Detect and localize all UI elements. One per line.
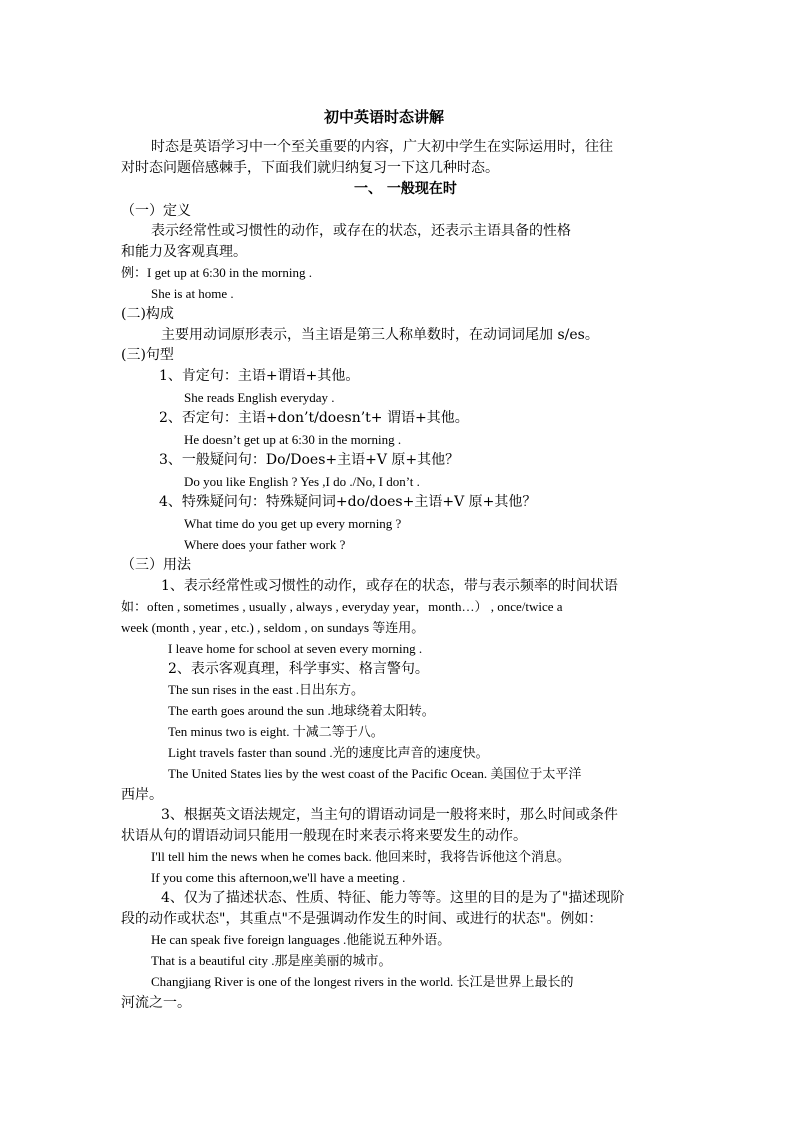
usage2-example-5b: 西岸。: [121, 787, 163, 803]
usage4-example-3b: 河流之一。: [121, 995, 191, 1011]
intro-line-2: 对时态问题倍感棘手，下面我们就归纳复习一下这几种时态。: [121, 160, 499, 176]
pattern-example-4: What time do you get up every morning ?: [184, 516, 402, 531]
usage2-example-4: Light travels faster than sound .光的速度比声音的速度快。: [168, 745, 489, 760]
intro-line-1: 时态是英语学习中一个至关重要的内容，广大初中学生在实际运用时，往往: [151, 139, 613, 155]
pattern-rule-2: 2、否定句：主语+don’t/doesn’t+ 谓语+其他。: [159, 410, 469, 426]
definition-label: （一）定义: [121, 203, 191, 219]
usage2-example-2: The earth goes around the sun .地球绕着太阳转。: [168, 703, 435, 718]
page-title: 初中英语时态讲解: [324, 108, 445, 126]
usage3-example-1: I'll tell him the news when he comes back. 他回来时，我将告诉他这个消息。: [151, 849, 571, 864]
usage4-example-1: He can speak five foreign languages .他能说五种外语。: [151, 932, 451, 947]
usage2-line-1: 2、表示客观真理，科学事实、格言警句。: [168, 661, 429, 677]
definition-example-1: 例：I get up at 6:30 in the morning .: [121, 265, 313, 280]
pattern-rule-3: 3、一般疑问句：Do/Does+主语+V 原+其他？: [159, 452, 460, 468]
pattern-example-4b: Where does your father work ?: [184, 537, 346, 552]
usage1-line-1: 1、表示经常性或习惯性的动作，或存在的状态，带与表示频率的时间状语: [161, 578, 618, 594]
usage1-line-2: 如：often , sometimes , usually , always , everyday year，month…） , once/twice a: [121, 599, 563, 614]
usage2-example-1: The sun rises in the east .日出东方。: [168, 682, 365, 697]
usage1-line-3: week (month , year , etc.) , seldom , on sundays 等连用。: [121, 620, 425, 635]
usage2-example-3: Ten minus two is eight. 十减二等于八。: [168, 724, 384, 739]
usage4-example-3: Changjiang River is one of the longest rivers in the world. 长江是世界上最长的: [151, 974, 574, 989]
usage-label: （三）用法: [121, 557, 191, 573]
definition-line-1: 表示经常性或习惯性的动作，或存在的状态，还表示主语具备的性格: [151, 223, 571, 239]
usage3-line-2: 状语从句的谓语动词只能用一般现在时来表示将来要发生的动作。: [121, 828, 527, 844]
form-label: (二)构成: [121, 306, 174, 322]
usage2-example-5: The United States lies by the west coast of the Pacific Ocean. 美国位于太平洋: [168, 766, 582, 781]
usage4-line-2: 段的动作或状态"，其重点"不是强调动作发生的时间、或进行的状态"。例如：: [121, 911, 603, 927]
usage3-line-1: 3、根据英文语法规定，当主句的谓语动词是一般将来时，那么时间或条件: [161, 807, 618, 823]
usage3-example-2: If you come this afternoon,we'll have a meeting .: [151, 870, 406, 885]
pattern-example-2: He doesn’t get up at 6:30 in the morning .: [184, 432, 402, 447]
pattern-example-1: She reads English everyday .: [184, 390, 335, 405]
form-text: 主要用动词原形表示，当主语是第三人称单数时，在动词词尾加 s/es。: [161, 327, 599, 343]
usage4-line-1: 4、仅为了描述状态、性质、特征、能力等等。这里的目的是为了"描述现阶: [161, 890, 625, 906]
usage4-example-2: That is a beautiful city .那是座美丽的城市。: [151, 953, 392, 968]
pattern-rule-4: 4、特殊疑问句：特殊疑问词+do/does+主语+V 原+其他？: [159, 494, 537, 510]
pattern-rule-1: 1、肯定句：主语+谓语+其他。: [159, 368, 360, 384]
patterns-label: (三)句型: [121, 347, 174, 363]
pattern-example-3: Do you like English ? Yes ,I do ./No, I don’t .: [184, 474, 420, 489]
usage1-example: I leave home for school at seven every morning .: [168, 641, 423, 656]
definition-line-2: 和能力及客观真理。: [121, 244, 247, 260]
section-heading: 一、 一般现在时: [354, 181, 457, 197]
definition-example-2: She is at home .: [151, 286, 234, 301]
